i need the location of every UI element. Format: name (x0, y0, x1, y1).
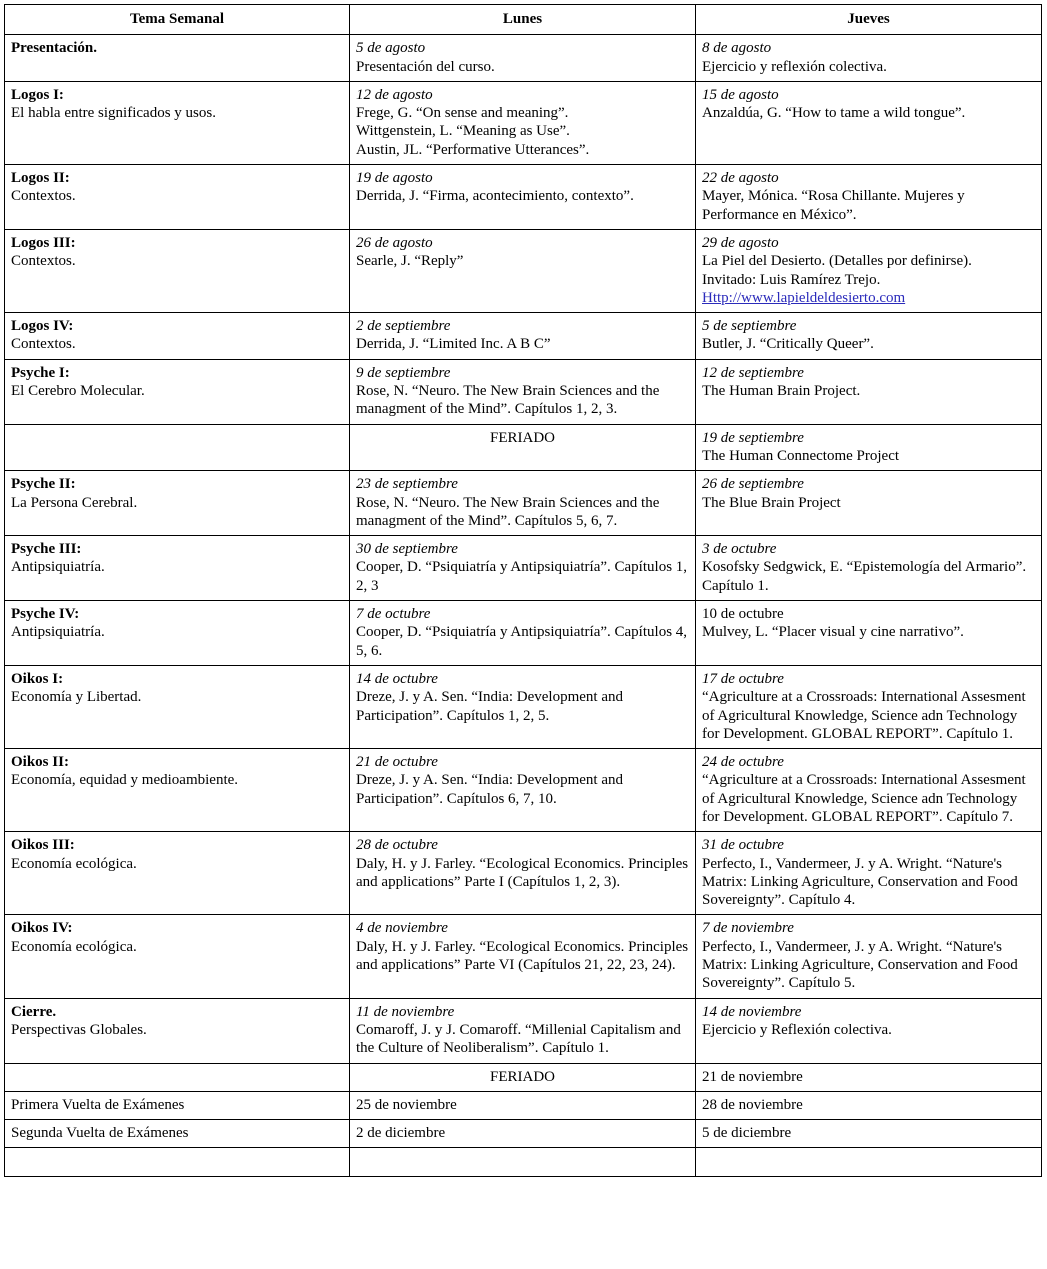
reading-item: Perfecto, I., Vandermeer, J. y A. Wright. “Nature's Matrix: Linking Agriculture, Conservation and Food Sovereignty”. Capítulo 5. (702, 938, 1018, 992)
session-date: 9 de septiembre (356, 364, 451, 381)
reading-item: Cooper, D. “Psiquiatría y Antipsiquiatría”. Capítulos 4, 5, 6. (356, 624, 688, 659)
monday-cell (350, 832, 696, 915)
session-date: 2 de septiembre (356, 318, 451, 335)
topic-title: Psyche III: (11, 541, 82, 558)
table-row (5, 998, 1042, 1063)
session-date: 5 de septiembre (702, 318, 797, 335)
topic-subtitle: La Persona Cerebral. (11, 494, 138, 511)
reading-item: Dreze, J. y A. Sen. “India: Development and Participation”. Capítulos 6, 7, 10. (356, 772, 624, 807)
table-row (5, 1091, 1042, 1119)
reading-item: La Piel del Desierto. (Detalles por definirse). (702, 253, 972, 270)
table-row (5, 1120, 1042, 1148)
reading-item: Invitado: Luis Ramírez Trejo. (702, 271, 881, 288)
reading-item: Ejercicio y Reflexión colectiva. (702, 1021, 892, 1038)
session-date: 3 de octubre (702, 541, 777, 558)
reading-item: Dreze, J. y A. Sen. “India: Development and Participation”. Capítulos 1, 2, 5. (356, 689, 624, 724)
session-date: 8 de agosto (702, 40, 772, 57)
thursday-cell (696, 601, 1042, 666)
topic-cell (5, 165, 350, 230)
session-date: 21 de octubre (356, 754, 438, 771)
session-date: 19 de septiembre (702, 429, 804, 446)
topic-subtitle: Segunda Vuelta de Exámenes (11, 1125, 189, 1142)
topic-title: Oikos I: (11, 670, 64, 687)
session-date: 30 de septiembre (356, 541, 458, 558)
session-date: 5 de diciembre (702, 1125, 792, 1142)
reading-item: Presentación del curso. (356, 58, 495, 75)
monday-cell (350, 471, 696, 536)
session-date: 5 de agosto (356, 40, 426, 57)
topic-subtitle: Economía ecológica. (11, 855, 137, 872)
monday-cell (350, 1091, 696, 1119)
reading-item: Ejercicio y reflexión colectiva. (702, 58, 887, 75)
reading-item: “Agriculture at a Crossroads: International Assesment of Agricultural Knowledge, Science adn Technology for Development. GLOBAL REPORT”. Capítulo 7. (702, 772, 1026, 825)
reading-item: Austin, JL. “Performative Utterances”. (356, 141, 590, 158)
table-row (5, 35, 1042, 82)
topic-title: Cierre. (11, 1003, 57, 1020)
monday-cell (350, 81, 696, 164)
topic-cell (5, 81, 350, 164)
session-date: 11 de noviembre (356, 1003, 455, 1020)
session-date: 12 de septiembre (702, 364, 804, 381)
reading-item: The Human Brain Project. (702, 383, 861, 400)
monday-cell (350, 665, 696, 748)
topic-cell (5, 1063, 350, 1091)
table-header-row (5, 5, 1042, 35)
topic-title: Oikos IV: (11, 920, 73, 937)
topic-cell (5, 915, 350, 998)
session-date: 12 de agosto (356, 86, 433, 103)
table-row (5, 313, 1042, 360)
empty-cell (350, 1148, 696, 1176)
session-date: 14 de octubre (356, 670, 438, 687)
thursday-cell (696, 1091, 1042, 1119)
table-row (5, 601, 1042, 666)
reading-item: Mayer, Mónica. “Rosa Chillante. Mujeres y Performance en México”. (702, 188, 965, 223)
thursday-cell (696, 35, 1042, 82)
topic-cell (5, 1091, 350, 1119)
thursday-cell (696, 81, 1042, 164)
topic-title: Psyche IV: (11, 606, 80, 623)
column-header-monday: Lunes (350, 5, 696, 35)
topic-subtitle: Primera Vuelta de Exámenes (11, 1096, 185, 1113)
monday-cell (350, 749, 696, 832)
thursday-cell (696, 165, 1042, 230)
topic-subtitle: Antipsiquiatría. (11, 559, 105, 576)
table-row (5, 359, 1042, 424)
session-date: 22 de agosto (702, 170, 779, 187)
topic-cell (5, 1120, 350, 1148)
empty-cell (696, 1148, 1042, 1176)
session-date: 19 de agosto (356, 170, 433, 187)
monday-cell (350, 359, 696, 424)
topic-cell (5, 536, 350, 601)
session-date: 28 de octubre (356, 837, 438, 854)
table-row (5, 665, 1042, 748)
monday-cell (350, 915, 696, 998)
session-date: 17 de octubre (702, 670, 784, 687)
thursday-cell (696, 424, 1042, 471)
topic-title: Logos I: (11, 86, 64, 103)
external-link[interactable]: Http://www.lapieldeldesierto.com (702, 289, 906, 306)
thursday-cell (696, 665, 1042, 748)
topic-title: Psyche II: (11, 476, 76, 493)
thursday-cell (696, 1120, 1042, 1148)
topic-cell (5, 601, 350, 666)
reading-item: The Human Connectome Project (702, 447, 900, 464)
reading-item: Derrida, J. “Firma, acontecimiento, contexto”. (356, 188, 634, 205)
reading-item: The Blue Brain Project (702, 494, 841, 511)
empty-cell (5, 1148, 350, 1176)
topic-subtitle: Contextos. (11, 188, 76, 205)
topic-cell (5, 313, 350, 360)
table-row (5, 81, 1042, 164)
monday-cell (350, 424, 696, 471)
topic-subtitle: Antipsiquiatría. (11, 624, 105, 641)
holiday-label: FERIADO (489, 429, 555, 446)
reading-item: Mulvey, L. “Placer visual y cine narrativo”. (702, 624, 964, 641)
monday-cell (350, 229, 696, 312)
table-row (5, 1063, 1042, 1091)
topic-subtitle: El Cerebro Molecular. (11, 383, 145, 400)
session-date: 26 de agosto (356, 234, 433, 251)
session-date: 7 de noviembre (702, 920, 794, 937)
thursday-cell (696, 832, 1042, 915)
thursday-cell (696, 313, 1042, 360)
session-date: 14 de noviembre (702, 1003, 802, 1020)
table-row (5, 749, 1042, 832)
reading-item: Wittgenstein, L. “Meaning as Use”. (356, 123, 570, 140)
topic-cell (5, 35, 350, 82)
table-row (5, 165, 1042, 230)
session-date: 2 de diciembre (356, 1125, 446, 1142)
session-date: 7 de octubre (356, 606, 431, 623)
reading-item: Perfecto, I., Vandermeer, J. y A. Wright. “Nature's Matrix: Linking Agriculture, Conservation and Food Sovereignty”. Capítulo 4. (702, 855, 1018, 909)
reading-item: Butler, J. “Critically Queer”. (702, 336, 874, 353)
session-date: 21 de noviembre (702, 1068, 803, 1085)
reading-item: Frege, G. “On sense and meaning”. (356, 105, 569, 122)
monday-cell (350, 313, 696, 360)
thursday-cell (696, 1063, 1042, 1091)
reading-item: Searle, J. “Reply” (356, 253, 464, 270)
table-row-empty (5, 1148, 1042, 1176)
reading-item: “Agriculture at a Crossroads: International Assesment of Agricultural Knowledge, Science adn Technology for Development. GLOBAL REPORT”. Capítulo 1. (702, 689, 1026, 742)
thursday-cell (696, 998, 1042, 1063)
monday-cell (350, 998, 696, 1063)
session-date: 28 de noviembre (702, 1096, 803, 1113)
monday-cell (350, 536, 696, 601)
thursday-cell (696, 229, 1042, 312)
column-header-thursday: Jueves (696, 5, 1042, 35)
thursday-cell (696, 359, 1042, 424)
reading-item: Derrida, J. “Limited Inc. A B C” (356, 336, 551, 353)
session-date: 23 de septiembre (356, 476, 458, 493)
topic-title: Presentación. (11, 40, 97, 57)
topic-title: Psyche I: (11, 364, 70, 381)
table-row (5, 832, 1042, 915)
topic-title: Logos IV: (11, 318, 74, 335)
reading-item: Anzaldúa, G. “How to tame a wild tongue”. (702, 105, 966, 122)
monday-cell (350, 1063, 696, 1091)
topic-title: Oikos II: (11, 754, 69, 771)
topic-title: Logos II: (11, 170, 70, 187)
session-date: 15 de agosto (702, 86, 779, 103)
table-row (5, 471, 1042, 536)
reading-item: Daly, H. y J. Farley. “Ecological Economics. Principles and applications” Parte I (Capítulos 1, 2, 3). (356, 855, 689, 890)
table-row (5, 424, 1042, 471)
session-date: 4 de noviembre (356, 920, 448, 937)
session-date: 31 de octubre (702, 837, 784, 854)
thursday-cell (696, 536, 1042, 601)
topic-cell (5, 229, 350, 312)
session-date: 26 de septiembre (702, 476, 804, 493)
monday-cell (350, 1120, 696, 1148)
reading-item: Rose, N. “Neuro. The New Brain Sciences and the managment of the Mind”. Capítulos 1, 2, 3. (356, 383, 660, 418)
table-body (5, 35, 1042, 1176)
topic-cell (5, 998, 350, 1063)
topic-subtitle: Economía y Libertad. (11, 689, 142, 706)
table-row (5, 915, 1042, 998)
session-date: 10 de octubre (702, 606, 784, 623)
reading-item: Rose, N. “Neuro. The New Brain Sciences and the managment of the Mind”. Capítulos 5, 6, 7. (356, 494, 660, 529)
topic-title: Logos III: (11, 234, 76, 251)
monday-cell (350, 601, 696, 666)
session-date: 24 de octubre (702, 754, 784, 771)
holiday-label: FERIADO (489, 1068, 555, 1085)
reading-item: Daly, H. y J. Farley. “Ecological Economics. Principles and applications” Parte VI (Capítulos 21, 22, 23, 24). (356, 938, 689, 974)
topic-subtitle: Economía, equidad y medioambiente. (11, 772, 239, 789)
session-date: 25 de noviembre (356, 1096, 457, 1113)
topic-subtitle: Contextos. (11, 253, 76, 270)
course-schedule-table (4, 4, 1042, 1177)
reading-item: Cooper, D. “Psiquiatría y Antipsiquiatría”. Capítulos 1, 2, 3 (356, 559, 688, 594)
topic-subtitle: Contextos. (11, 336, 76, 353)
thursday-cell (696, 471, 1042, 536)
table-row (5, 229, 1042, 312)
topic-subtitle: Perspectivas Globales. (11, 1021, 147, 1038)
reading-item: Kosofsky Sedgwick, E. “Epistemología del Armario”. Capítulo 1. (702, 559, 1027, 594)
topic-cell (5, 832, 350, 915)
topic-subtitle: El habla entre significados y usos. (11, 105, 216, 122)
column-header-topic: Tema Semanal (5, 5, 350, 35)
topic-cell (5, 471, 350, 536)
topic-cell (5, 359, 350, 424)
topic-cell (5, 665, 350, 748)
monday-cell (350, 35, 696, 82)
thursday-cell (696, 915, 1042, 998)
topic-title: Oikos III: (11, 837, 75, 854)
topic-cell (5, 424, 350, 471)
topic-subtitle: Economía ecológica. (11, 938, 137, 955)
session-date: 29 de agosto (702, 234, 779, 251)
thursday-cell (696, 749, 1042, 832)
topic-cell (5, 749, 350, 832)
table-row (5, 536, 1042, 601)
reading-item: Comaroff, J. y J. Comaroff. “Millenial Capitalism and the Culture of Neoliberalism”. Capítulo 1. (356, 1021, 681, 1057)
monday-cell (350, 165, 696, 230)
